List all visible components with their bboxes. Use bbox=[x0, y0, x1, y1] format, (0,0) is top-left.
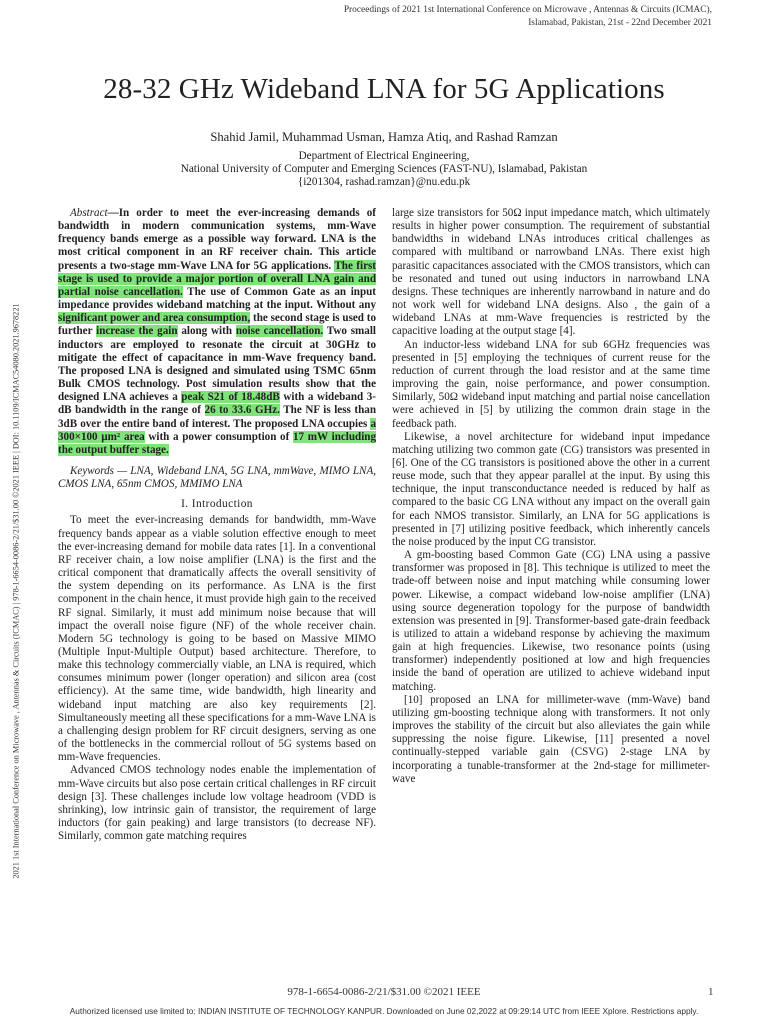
abstract-highlight: 17 mW including the output buffer stage. bbox=[58, 430, 377, 456]
abstract-text: the second stage is used to further bbox=[58, 312, 376, 338]
doi-sidebar-text: 2021 1st International Conference on Microwave , Antennas & Circuits (ICMAC) | 978-1-6654-0086-2/21/$31.00 ©2021 IEEE | DOI: 10.1109/ICMAC54080.2021.9678221 bbox=[11, 303, 21, 879]
abstract-highlight: 26 to 33.6 GHz. bbox=[204, 404, 280, 417]
abstract-highlight: a 300×100 µm² area bbox=[58, 417, 376, 443]
abstract-highlight: The first stage is used to provide a major portion of overall LNA gain and partial noise cancellation. bbox=[58, 259, 376, 298]
paragraph: An inductor-less wideband LNA for sub 6GHz frequencies was presented in [5] employing the techniques of current reuse for the reduction of current through the load resistor and at the same time improving the gain, noise performance, and power consumption. Similarly, 50Ω wideband input matching and partial noise cancellation were achieved in [5] by utilizing the common drain stage in the feedback path. bbox=[392, 338, 710, 430]
paragraph: Likewise, a novel architecture for wideband input impedance matching utilizing two common gate (CG) transistors was presented in [6]. One of the CG transistors is positioned above the other in a current reuse mode, such that they appear parallel at the input. By using this technique, the input transconductance needed is reduced by half as compared to the basic CG LNA without any impact on the overall gain for each NMOS transistor. Similarly, an LNA for 5G applications is presented in [7] utilizing positive feedback, which inherently cancels the noise produced by the input CG transistor. bbox=[392, 430, 710, 548]
paragraph: large size transistors for 50Ω input impedance match, which ultimately results in higher power consumption. The requirement of substantial bandwidths in wideband LNAs introduces critical challenges as compared with multiband or narrowband LNAs. There exist high parasitic capacitances associated with the CMOS transistors, which can be resonated and tuned out using inductors in narrowband LNA designs. These techniques are inherently narrowband in nature and do not work well for wideband LNA designs. Also , the gain of a wideband LNAs at mm-Wave frequencies is restricted by the capacitive loading at the output stage [4]. bbox=[392, 207, 710, 338]
department: Department of Electrical Engineering, bbox=[298, 150, 470, 162]
abstract-dash: — bbox=[107, 207, 119, 219]
license-notice: Authorized licensed use limited to: INDIAN INSTITUTE OF TECHNOLOGY KANPUR. Downloaded on June 02,2022 at 09:29:14 UTC from IEEE Xplore. Restrictions apply. bbox=[69, 1006, 699, 1016]
paragraph: To meet the ever-increasing demands for bandwidth, mm-Wave frequency bands appear as a viable solution effective enough to meet the ever-increasing demand for mobile data rates [1]. In a conventional RF receiver chain, a low noise amplifier (LNA) is the first and the critical component that dramatically affects the overall sensitivity of the system depending on its performance. As LNA is the first component in the chain hence, it must provide high gain to the received RF signal. Similarly, it must add minimum noise because that will impact the overall noise figure (NF) of the whole receiver chain. Modern 5G technology is going to be based on Massive MIMO (Multiple Input-Multiple Output) based architecture. Therefore, to make this technology commercially viable, an LNA is required, which consumes minimum power (longer operation) and silicon area (cost efficiency). At the same time, wide bandwidth, high linearity and wideband input matching are also key requirements [2]. Simultaneously meeting all these specifications for a mm-Wave LNA is a challenging design problem for RF circuit designers, serving as one of the bottlenecks in the commercial rollout of 5G systems based on mm-Wave frequencies. bbox=[58, 514, 376, 764]
abstract-highlight: noise cancellation. bbox=[235, 325, 324, 338]
email: {i201304, rashad.ramzan}@nu.edu.pk bbox=[297, 176, 471, 188]
right-column bbox=[392, 207, 710, 786]
author-list: Shahid Jamil, Muhammad Usman, Hamza Atiq, and Rashad Ramzan bbox=[210, 130, 558, 144]
abstract-highlight: peak S21 of 18.48dB bbox=[181, 391, 280, 404]
university: National University of Computer and Emerging Sciences (FAST-NU), Islamabad, Pakistan bbox=[180, 163, 588, 175]
abstract-text: along with bbox=[177, 325, 236, 338]
abstract-text: In order to meet the ever-increasing demands of bandwidth in modern communication systems, mm-Wave frequency bands emerge as a possible way forward. LNA is the most critical component in an RF receiver chain. This article presents a two-stage mm-Wave LNA for 5G applications. bbox=[58, 207, 376, 272]
doi-sidebar bbox=[10, 266, 22, 916]
left-column bbox=[58, 207, 376, 843]
abstract-text: with a wideband 3-dB bandwidth in the range of bbox=[58, 391, 376, 417]
footer-isbn: 978-1-6654-0086-2/21/$31.00 ©2021 IEEE bbox=[287, 986, 481, 998]
proceedings-line-1: Proceedings of 2021 1st International Conference on Microwave , Antennas & Circuits (ICMAC), bbox=[343, 5, 712, 15]
paragraph: [10] proposed an LNA for millimeter-wave (mm-Wave) band utilizing gm-boosting technique along with transformers. It not only improves the stability of the circuit but also alleviates the gain while suppressing the noise figure. Likewise, [11] presented a novel continually-stepped variable gain (CSVG) 2-stage LNA by incorporating a tunable-transformer at the 2nd-stage for millimeter-wave bbox=[392, 693, 710, 785]
abstract-highlight: significant power and area consumption, bbox=[58, 312, 251, 325]
paragraph: A gm-boosting based Common Gate (CG) LNA using a passive transformer was proposed in [8]. This technique is utilized to meet the trade-off between noise and input matching while consuming lower power. Likewise, a compact wideband low-noise amplifier (LNA) using source degeneration topology for the purpose of bandwidth extension was presented in [9]. Transformer-based gate-drain feedback is utilized to attain a wideband response by achieving the maximum gain at high frequencies. Likewise, two resonance points (using transformer) independently positioned at low and high frequencies inside the band of operation are utilized to achieve wideband input matching. bbox=[392, 549, 710, 693]
abstract-highlight: increase the gain bbox=[96, 325, 178, 338]
abstract-label: Abstract bbox=[70, 207, 108, 219]
page-number: 1 bbox=[708, 986, 714, 998]
keywords: Keywords — LNA, Wideband LNA, 5G LNA, mmWave, MIMO LNA, CMOS LNA, 65nm CMOS, MMIMO LNA bbox=[58, 464, 376, 491]
section-heading-introduction: I. Introduction bbox=[181, 498, 253, 511]
abstract-text: Two small inductors are employed to resonate the circuit at 30GHz to mitigate the effect of capacitance in mm-Wave frequency band. The proposed LNA is designed and simulated using TSMC 65nm Bulk CMOS technology. Post simulation results show that the designed LNA achieves a bbox=[58, 325, 376, 404]
proceedings-line-2: Islamabad, Pakistan, 21st - 22nd December 2021 bbox=[528, 17, 712, 28]
abstract-text: The use of Common Gate as an input impedance provides wideband matching at the input. Without any bbox=[58, 285, 376, 312]
paper-title: 28-32 GHz Wideband LNA for 5G Applications bbox=[103, 73, 665, 105]
proceedings-header bbox=[344, 4, 712, 29]
abstract-text: The NF is less than 3dB over the entire band of interest. The proposed LNA occupies bbox=[58, 404, 376, 430]
abstract-text: with a power consumption of bbox=[144, 430, 293, 443]
abstract bbox=[58, 207, 376, 457]
affiliation-block bbox=[0, 150, 768, 189]
paragraph: Advanced CMOS technology nodes enable the implementation of mm-Wave circuits but also pose certain critical challenges in RF circuit design [3]. These challenges include low voltage headroom (VDD is shrinking), low intrinsic gain of transistor, the requirement of large inductors (for gain peaking) and large transistors (to decrease NF). Similarly, common gate matching requires bbox=[58, 764, 376, 843]
